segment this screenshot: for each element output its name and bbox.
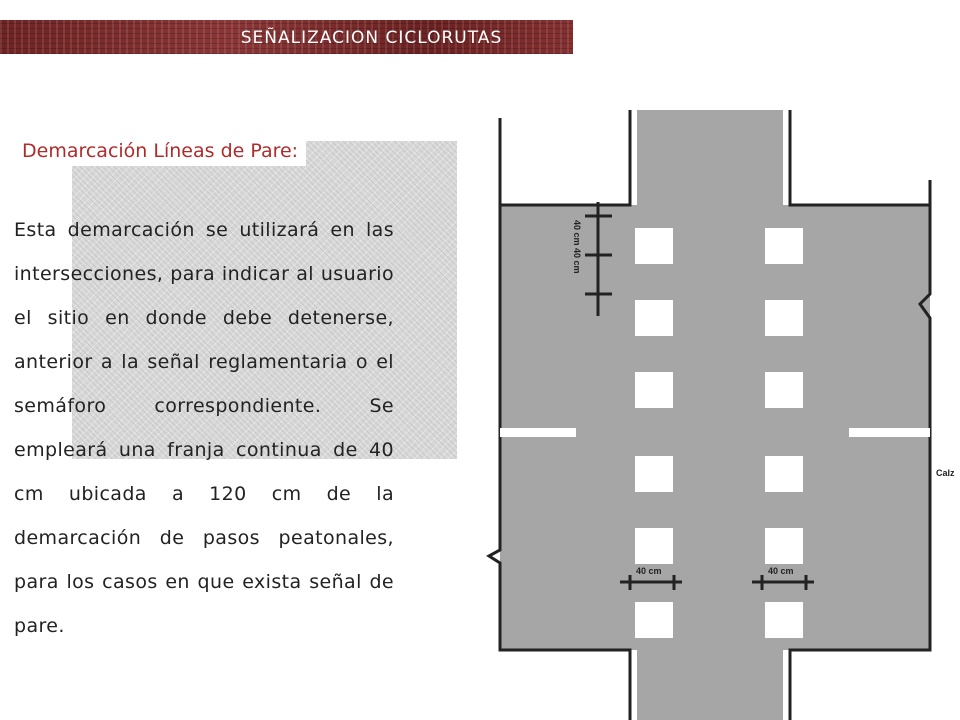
page-title: SEÑALIZACION CICLORUTAS [240, 28, 503, 48]
lane-divider-left [500, 428, 576, 437]
horizontal-roadway [500, 205, 930, 650]
vertical-dimension-label: 40 cm 40 cm [572, 220, 582, 274]
title-banner [0, 20, 573, 54]
side-label: Calz [936, 468, 955, 478]
intersection-diagram [480, 110, 960, 720]
section-paragraph: Esta demarcación se utilizará en las intersecciones, para indicar al usuario el sitio en donde debe detenerse, anterior a la señal reglamentaria o el semáforo correspondiente. Se empleará una franja continua de 40 cm ubicada a 120 cm de la demarcación de pasos peatonales, para los casos en que exista señal de pare. [14, 219, 394, 637]
dimension-right-label: 40 cm [768, 566, 794, 576]
lane-divider-right [849, 428, 930, 437]
dimension-left-label: 40 cm [636, 566, 662, 576]
section-heading: Demarcación Líneas de Pare: [14, 136, 306, 166]
